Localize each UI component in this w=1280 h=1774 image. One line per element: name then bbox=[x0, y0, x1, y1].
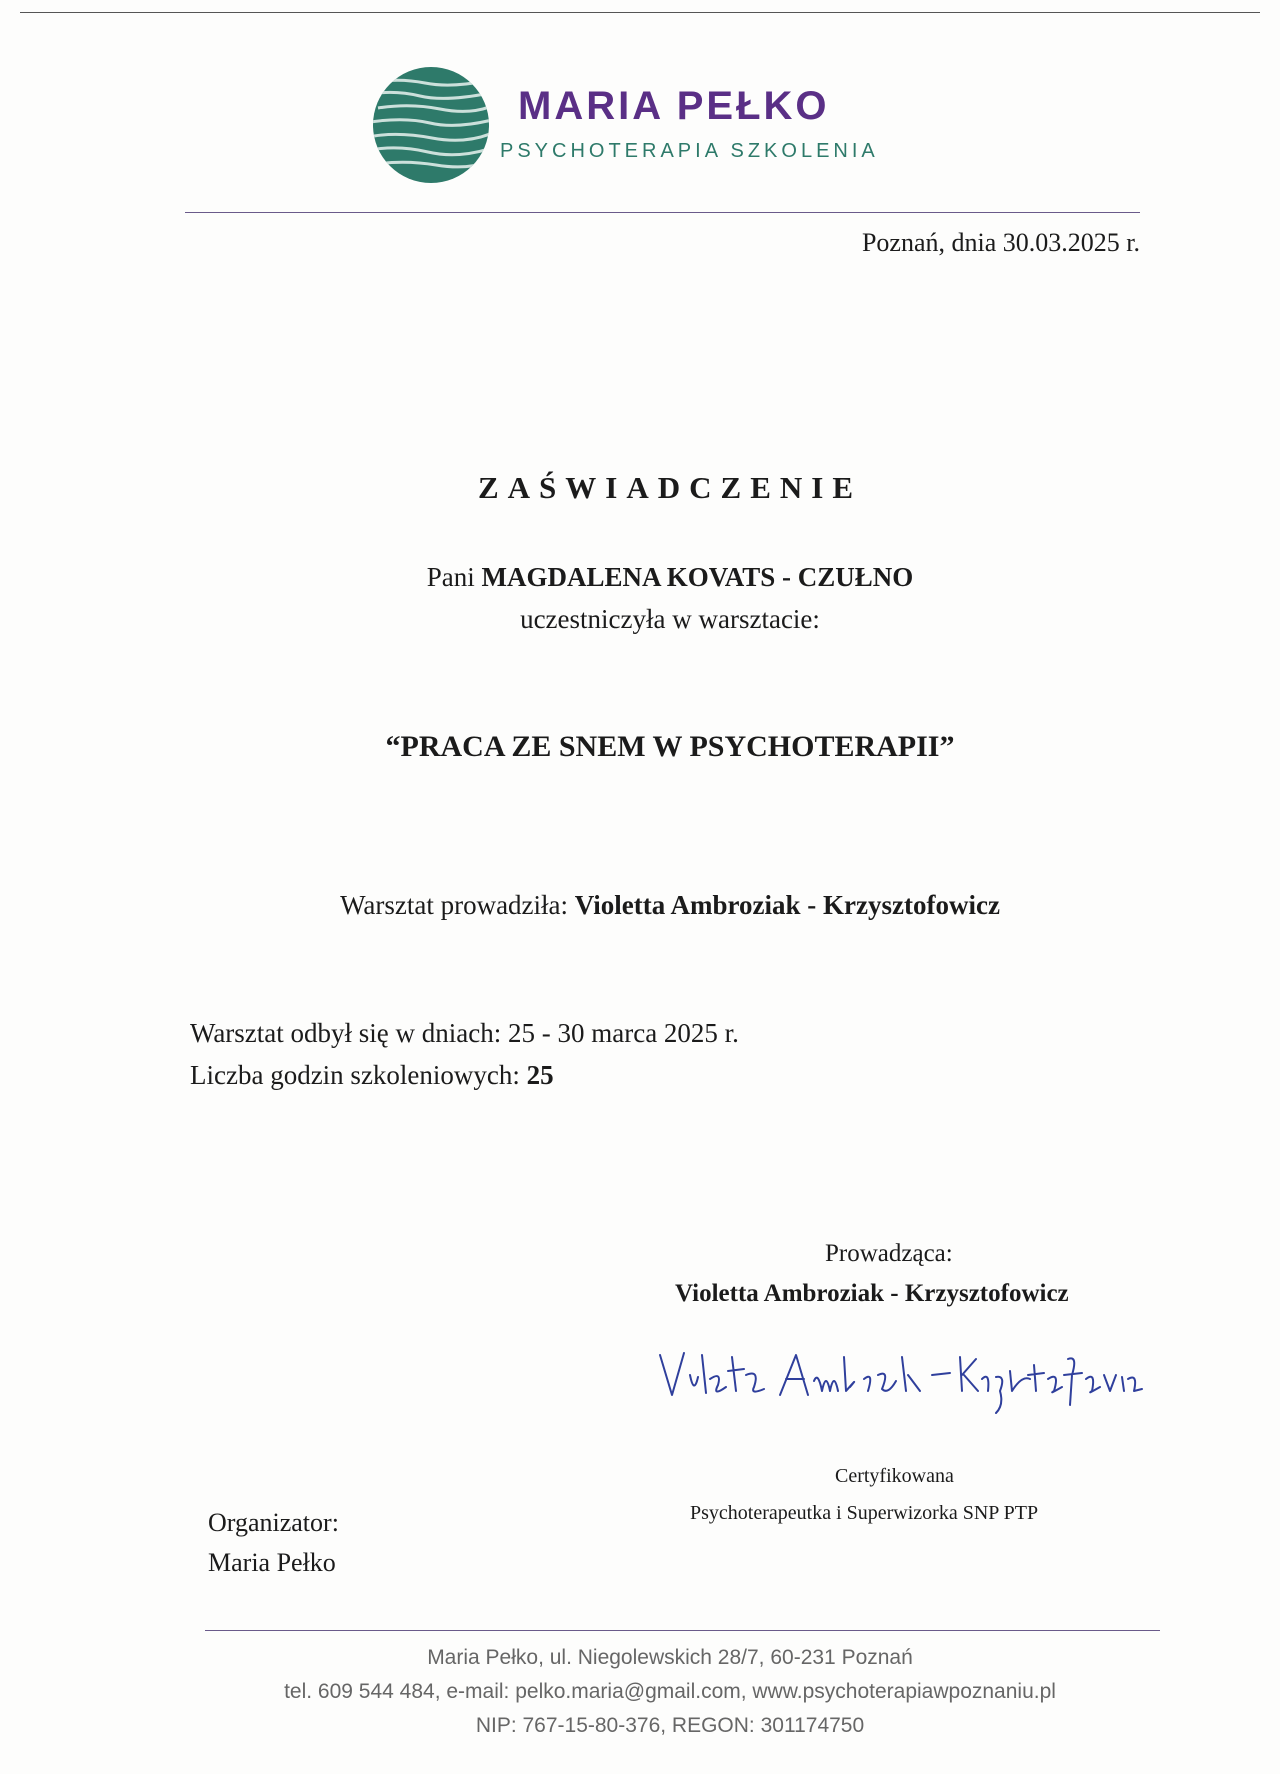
facilitator-name: Violetta Ambroziak - Krzysztofowicz bbox=[574, 890, 1000, 920]
training-hours-line bbox=[190, 1060, 554, 1091]
workshop-dates: Warsztat odbył się w dniach: 25 - 30 marca 2025 r. bbox=[190, 1018, 739, 1048]
facilitator-label: Warsztat prowadziła: bbox=[340, 890, 569, 920]
footer-divider bbox=[205, 1630, 1160, 1631]
hours-label: Liczba godzin szkoleniowych: bbox=[190, 1060, 520, 1090]
organizer-name: Maria Pełko bbox=[208, 1548, 336, 1577]
footer-tax-ids: NIP: 767-15-80-376, REGON: 301174750 bbox=[475, 1714, 865, 1737]
certification-line-2: Psychoterapeutka i Superwizorka SNP PTP bbox=[690, 1502, 1039, 1524]
top-border-line bbox=[20, 12, 1260, 13]
brand-subtitle: PSYCHOTERAPIA SZKOLENIA bbox=[500, 140, 879, 162]
recipient-prefix: Pani bbox=[426, 562, 475, 592]
date-line: Poznań, dnia 30.03.2025 r. bbox=[861, 228, 1140, 257]
signatory-name: Violetta Ambroziak - Krzysztofowicz bbox=[675, 1280, 1069, 1307]
recipient-line bbox=[0, 562, 1280, 593]
signature-label: Prowadząca: bbox=[825, 1240, 953, 1267]
brand-name: MARIA PEŁKO bbox=[518, 84, 830, 128]
footer-address: Maria Pełko, ul. Niegolewskich 28/7, 60-231 Poznań bbox=[427, 1646, 913, 1669]
hours-value: 25 bbox=[526, 1060, 554, 1090]
footer-contact: tel. 609 544 484, e-mail: pelko.maria@gmail.com, www.psychoterapiawpoznaniu.pl bbox=[284, 1680, 1056, 1703]
participation-line: uczestniczyła w warsztacie: bbox=[520, 604, 820, 634]
facilitator-line bbox=[0, 890, 1280, 921]
header-divider bbox=[185, 212, 1140, 213]
document-title: ZAŚWIADCZENIE bbox=[477, 470, 862, 505]
certification-line-1: Certyfikowana bbox=[835, 1465, 954, 1487]
logo-circle-icon bbox=[370, 64, 492, 186]
organizer-label: Organizator: bbox=[208, 1508, 339, 1537]
recipient-name: MAGDALENA KOVATS - CZUŁNO bbox=[481, 562, 914, 592]
handwritten-signature bbox=[650, 1335, 1160, 1415]
workshop-title: “PRACA ZE SNEM W PSYCHOTERAPII” bbox=[385, 730, 955, 763]
